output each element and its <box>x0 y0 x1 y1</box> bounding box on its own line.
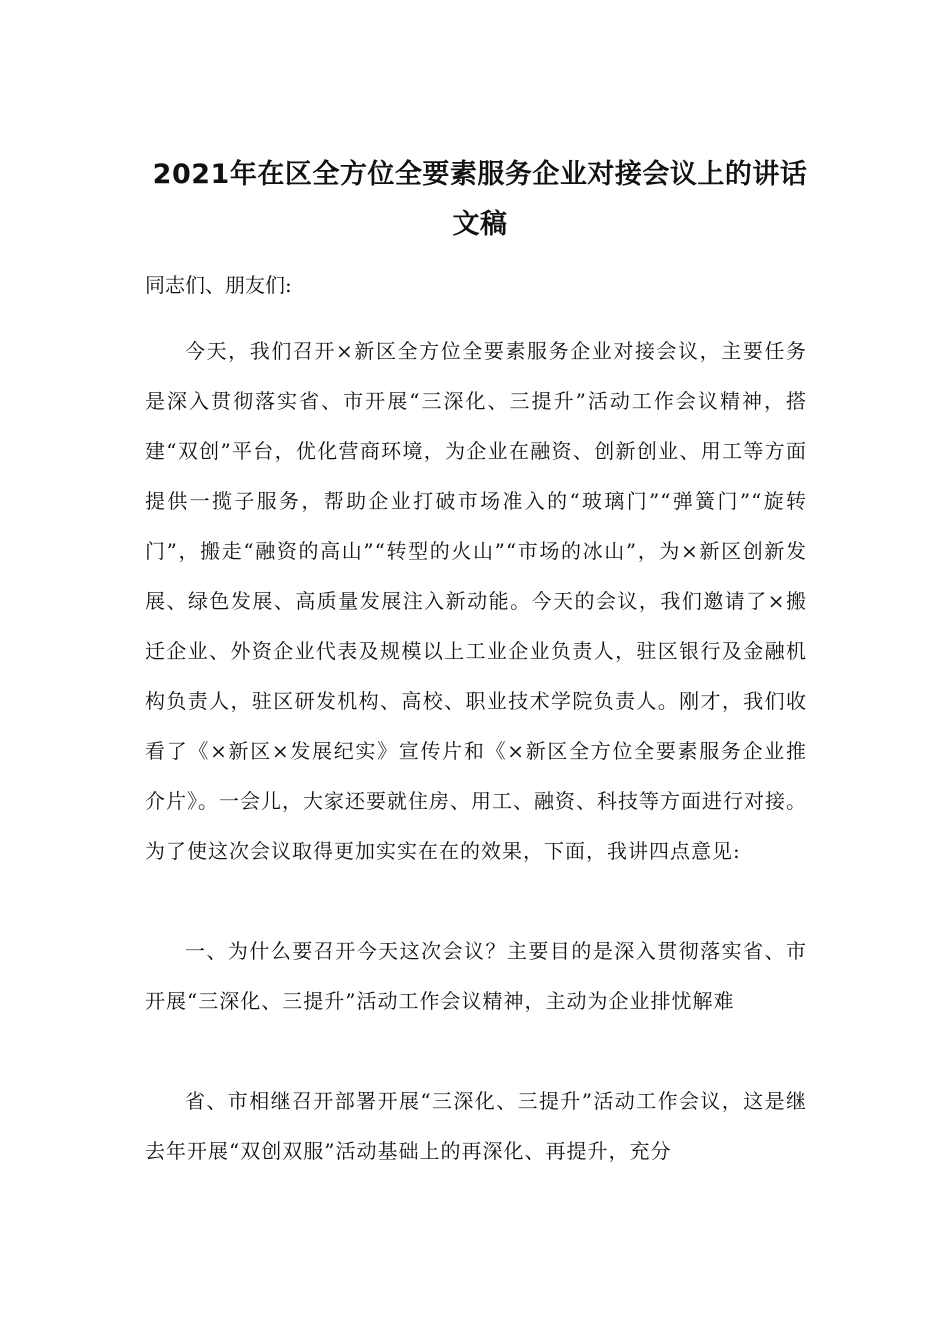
body-paragraph: 省、市相继召开部署开展“三深化、三提升”活动工作会议，这是继去年开展“双创双服”活动基础上的再深化、再提升，充分 <box>145 1089 807 1163</box>
section-heading-paragraph: 一、为什么要召开今天这次会议？主要目的是深入贯彻落实省、市开展“三深化、三提升”活动工作会议精神，主动为企业排忧解难 <box>145 939 807 1013</box>
body-paragraph: 今天，我们召开×新区全方位全要素服务企业对接会议，主要任务是深入贯彻落实省、市开展“三深化、三提升”活动工作会议精神，搭建“双创”平台，优化营商环境，为企业在融资、创新创业、用工等方面提供一揽子服务，帮助企业打破市场准入的“玻璃门”“弹簧门”“旋转门”，搬走“融资的高山”“转型的火山”“市场的冰山”，为×新区创新发展、绿色发展、高质量发展注入新动能。今天的会议，我们邀请了×搬迁企业、外资企业代表及规模以上工业企业负责人，驻区银行及金融机构负责人，驻区研发机构、高校、职业技术学院负责人。刚才，我们收看了《×新区×发展纪实》宣传片和《×新区全方位全要素服务企业推介片》。一会儿，大家还要就住房、用工、融资、科技等方面进行对接。为了使这次会议取得更加实实在在的效果，下面，我讲四点意见: <box>145 339 807 863</box>
salutation: 同志们、朋友们: <box>145 273 292 297</box>
document-title: 2021年在区全方位全要素服务企业对接会议上的讲话文稿 <box>152 159 808 240</box>
